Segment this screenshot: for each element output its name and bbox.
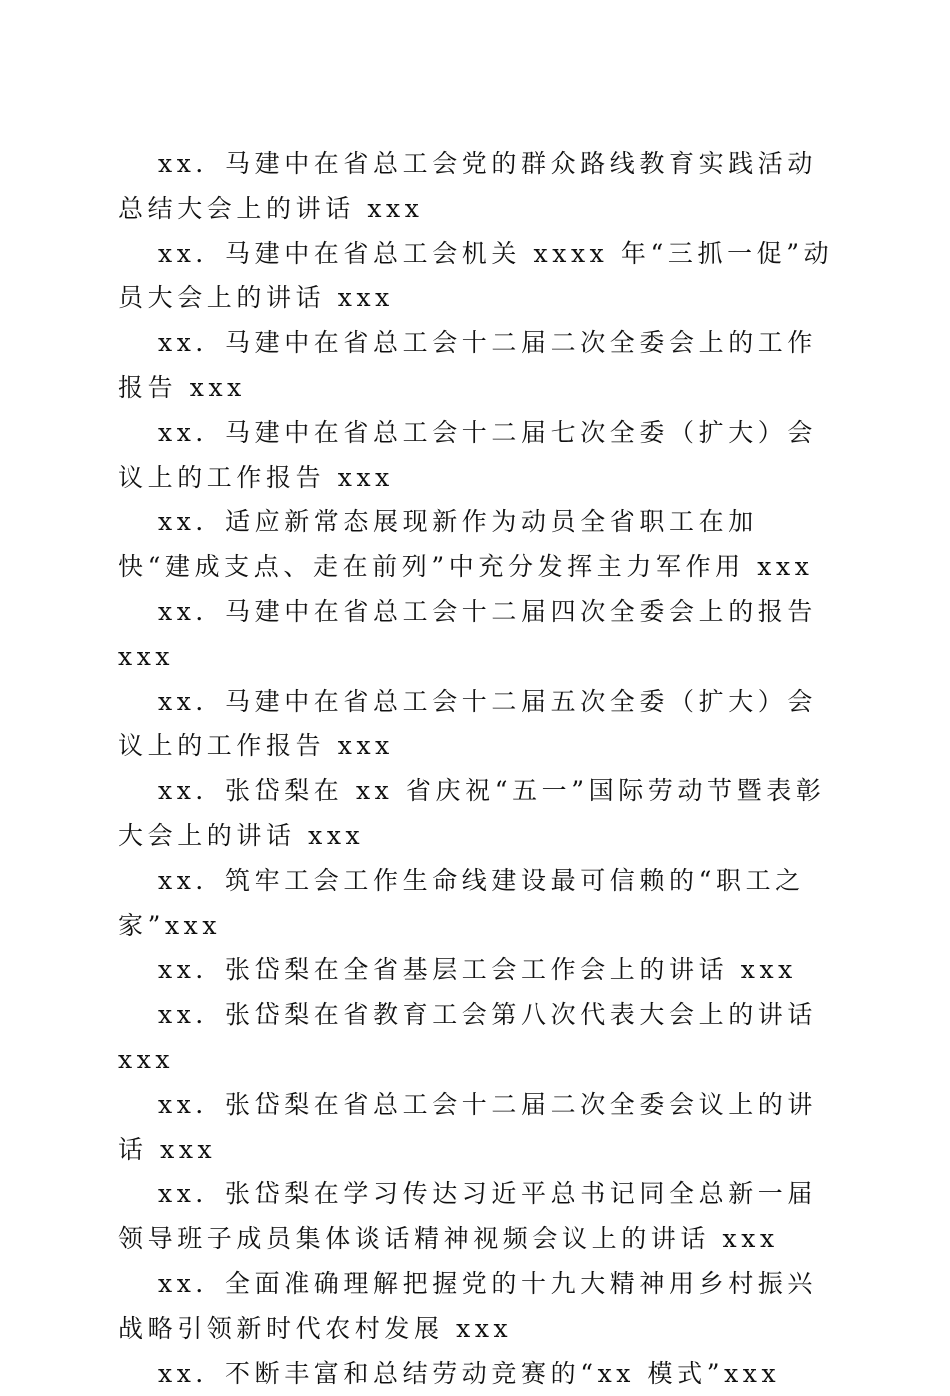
list-item: xx．张岱梨在学习传达习近平总书记同全总新一届领导班子成员集体谈话精神视频会议上的讲话 xxx: [118, 1179, 817, 1254]
entry-list: [118, 142, 834, 1396]
list-item: xx．马建中在省总工会机关 xxxx 年“三抓一促”动员大会上的讲话 xxx: [118, 238, 834, 313]
list-item: xx．马建中在省总工会十二届二次全委会上的工作报告 xxx: [118, 328, 817, 402]
list-item: xx．全面准确理解把握党的十九大精神用乡村振兴战略引领新时代农村发展 xxx: [118, 1268, 817, 1343]
list-item: xx．筑牢工会工作生命线建设最可信赖的“职工之家”xxx: [118, 865, 805, 940]
list-item: xx．张岱梨在 xx 省庆祝“五一”国际劳动节暨表彰大会上的讲话 xxx: [118, 776, 826, 850]
list-item: xx．马建中在省总工会党的群众路线教育实践活动总结大会上的讲话 xxx: [118, 149, 817, 223]
list-item: xx．适应新常态展现新作为动员全省职工在加快“建成支点、走在前列”中充分发挥主力军作用 xxx: [118, 507, 814, 582]
list-item: xx．马建中在省总工会十二届五次全委（扩大）会议上的工作报告 xxx: [118, 686, 817, 761]
list-item: xx．不断丰富和总结劳动竞赛的“xx 模式”xxx: [158, 1358, 781, 1388]
list-item: xx．马建中在省总工会十二届四次全委会上的报告 xxx: [118, 596, 817, 671]
list-item: xx．张岱梨在省教育工会第八次代表大会上的讲话 xxx: [118, 1000, 817, 1074]
list-item: xx．马建中在省总工会十二届七次全委（扩大）会议上的工作报告 xxx: [118, 417, 817, 492]
list-item: xx．张岱梨在省总工会十二届二次全委会议上的讲话 xxx: [118, 1089, 817, 1164]
list-item: xx．张岱梨在全省基层工会工作会上的讲话 xxx: [158, 955, 797, 985]
